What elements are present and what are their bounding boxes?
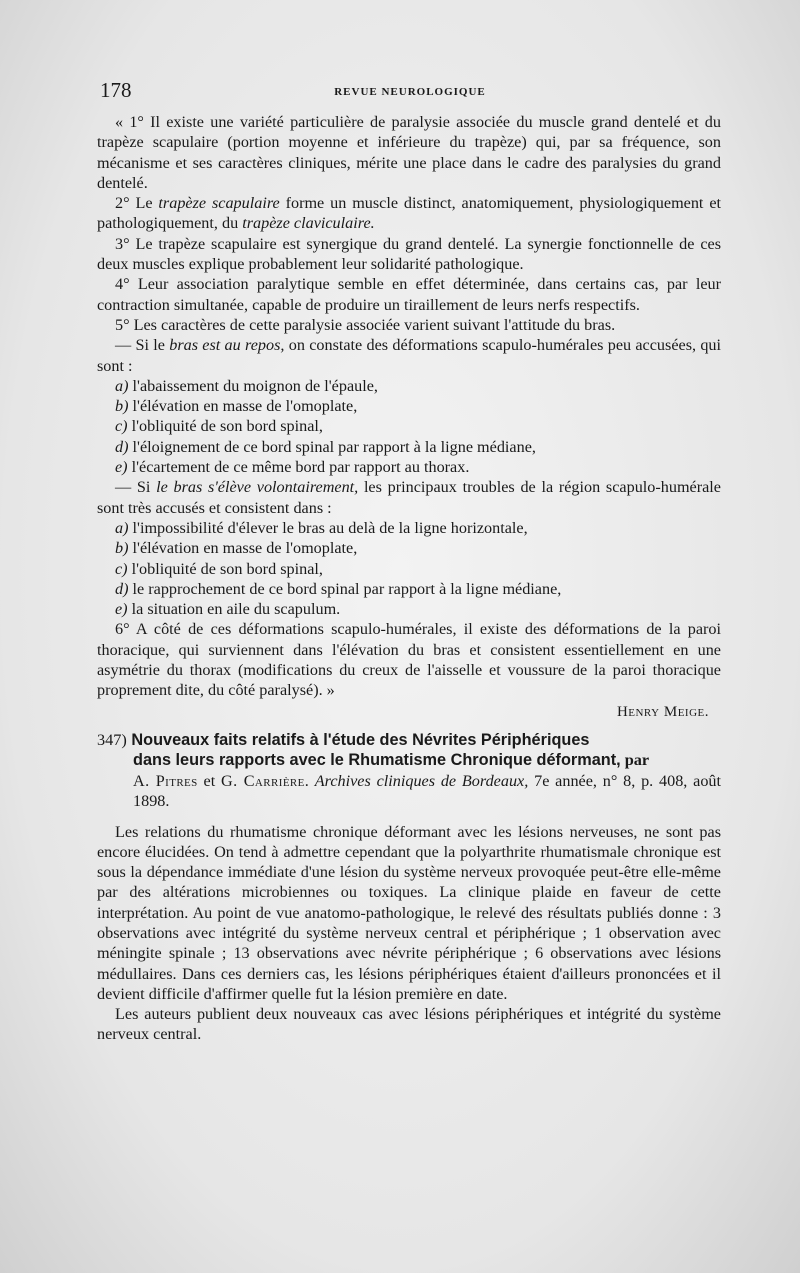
- list-item: [97, 599, 721, 619]
- list-marker: c): [115, 417, 128, 436]
- list-marker: d): [115, 437, 129, 456]
- quote-paragraph-4: 4° Leur association paralytique semble en effet déterminée, dans certains cas, par leur contraction simultanée, capable de produire un tiraillement de leurs nerfs respectifs.: [97, 275, 721, 314]
- text-run: — Si le: [115, 336, 170, 355]
- list-marker: b): [115, 397, 129, 416]
- list-text: l'élévation en masse de l'omoplate,: [128, 539, 358, 558]
- list-item: [97, 559, 721, 579]
- publication-details: 7e année, n° 8, p. 408, août 1898.: [133, 771, 722, 811]
- running-head: REVUE NEUROLOGIQUE: [334, 86, 486, 98]
- emphasis: le bras s'élève volontairement,: [156, 478, 359, 497]
- emphasis: bras est au repos,: [169, 336, 285, 355]
- list-text: le rapprochement de ce bord spinal par rapport à la ligne médiane,: [128, 579, 562, 598]
- list-item: [97, 376, 721, 396]
- abstract-paragraph-2: Les auteurs publient deux nouveaux cas avec lésions périphériques et intégrité du système nerveux central.: [97, 1005, 721, 1044]
- page-body: [97, 112, 721, 1045]
- page-number: 178: [100, 78, 132, 102]
- text-run: 2° Le: [115, 194, 159, 213]
- list-marker: c): [115, 559, 128, 578]
- list-item: [97, 518, 721, 538]
- text-run: — Si: [115, 478, 157, 497]
- abstract-paragraph-1: Les relations du rhumatisme chronique déformant avec les lésions nerveuses, ne sont pas encore élucidées. On tend à admettre cependant que la polyarthrite rhumatismale chronique est sous la dépendance immédiate d'une lésion du système nerveux provoquée peut-être elle-même par des altérations microbiennes ou toxiques. La clinique plaide en faveur de cette interprétation. Au point de vue anatomo-pathologique, le relevé des résultats publiés donne : 3 observations avec intégrité du système nerveux central et périphérique ; 1 observation avec méningite spinale ; 13 observations avec névrite périphérique ; 6 observations avec lésions médullaires. Dans ces derniers cas, les lésions périphériques étaient d'ailleurs prononcées et il devient difficile d'affirmer quelle fut la lésion première en date.: [97, 822, 721, 1003]
- list-marker: b): [115, 539, 129, 558]
- entry-number: 347): [97, 729, 127, 749]
- text-run: forme un muscle distinct, anatomiquement, physiologiquement et pathologiquement, du: [97, 194, 721, 233]
- text-run: et: [197, 771, 221, 790]
- entry-title-text: dans leurs rapports avec le Rhumatisme Chronique déformant,: [133, 751, 621, 770]
- list-marker: a): [115, 518, 129, 537]
- list-text: l'impossibilité d'élever le bras au delà de la ligne horizontale,: [128, 518, 528, 537]
- list-item: [97, 437, 721, 457]
- text-run: les principaux troubles de la région scapulo-humérale sont très accusés et consistent dans :: [97, 478, 721, 517]
- list-marker: d): [115, 579, 129, 598]
- quote-paragraph-1: « 1° Il existe une variété particulière de paralysie associée du muscle grand dentelé et du trapèze scapulaire (portion moyenne et inférieure du trapèze) qui, par sa fréquence, son mécanisme et ses caractères cliniques, mérite une place dans le cadre des paralysies du grand dentelé.: [97, 113, 721, 192]
- list-marker: e): [115, 600, 128, 619]
- list-item: [97, 396, 721, 416]
- emphasis: trapèze scapulaire: [158, 194, 280, 213]
- list-text: l'éloignement de ce bord spinal par rapport à la ligne médiane,: [128, 437, 536, 456]
- author: A. Pitres: [133, 771, 198, 790]
- text-run: on constate des déformations scapulo-humérales peu accusées, qui sont :: [97, 336, 722, 375]
- entry-reference: [97, 771, 721, 812]
- quote-paragraph-7: [97, 477, 721, 518]
- entry-title-line-1: Nouveaux faits relatifs à l'étude des Névrites Périphériques: [126, 730, 590, 749]
- author: G. Carrière.: [221, 771, 310, 790]
- list-text: l'écartement de ce même bord par rapport au thorax.: [127, 458, 470, 477]
- list-text: l'obliquité de son bord spinal,: [127, 417, 323, 436]
- list-item: [97, 579, 721, 599]
- list-item: [97, 538, 721, 558]
- entry-par: par: [620, 750, 650, 770]
- spacer: [97, 812, 721, 822]
- list-text: l'obliquité de son bord spinal,: [127, 559, 323, 578]
- page-header: [100, 78, 720, 102]
- list-marker: a): [115, 376, 129, 395]
- quote-paragraph-3: 3° Le trapèze scapulaire est synergique du grand dentelé. La synergie fonctionnelle de ces deux muscles explique probablement leur solidarité pathologique.: [97, 234, 721, 274]
- list-text: l'abaissement du moignon de l'épaule,: [128, 376, 378, 395]
- journal-name: Archives cliniques de Bordeaux,: [309, 771, 529, 790]
- quote-paragraph-8: 6° A côté de ces déformations scapulo-humérales, il existe des déformations de la paroi thoracique, qui surviennent dans l'élévation du bras et consistent essentiellement en une asymétrie du thorax (modifications du creux de l'aisselle et voussure de la paroi thoracique proprement dite, du côté paralysé). »: [97, 620, 721, 700]
- signature: Henry Meige.: [616, 703, 709, 720]
- list-item: [97, 457, 721, 477]
- emphasis: trapèze claviculaire.: [242, 214, 375, 233]
- entry-title-line-2: [97, 750, 721, 771]
- quote-paragraph-2: [97, 193, 721, 234]
- quote-paragraph-6: [97, 335, 721, 376]
- quote-paragraph-5: 5° Les caractères de cette paralysie associée varient suivant l'attitude du bras.: [115, 315, 616, 334]
- list-text: l'élévation en masse de l'omoplate,: [128, 397, 358, 416]
- list-text: la situation en aile du scapulum.: [127, 600, 341, 619]
- list-marker: e): [115, 458, 128, 477]
- entry-heading: [97, 730, 721, 771]
- list-item: [97, 416, 721, 436]
